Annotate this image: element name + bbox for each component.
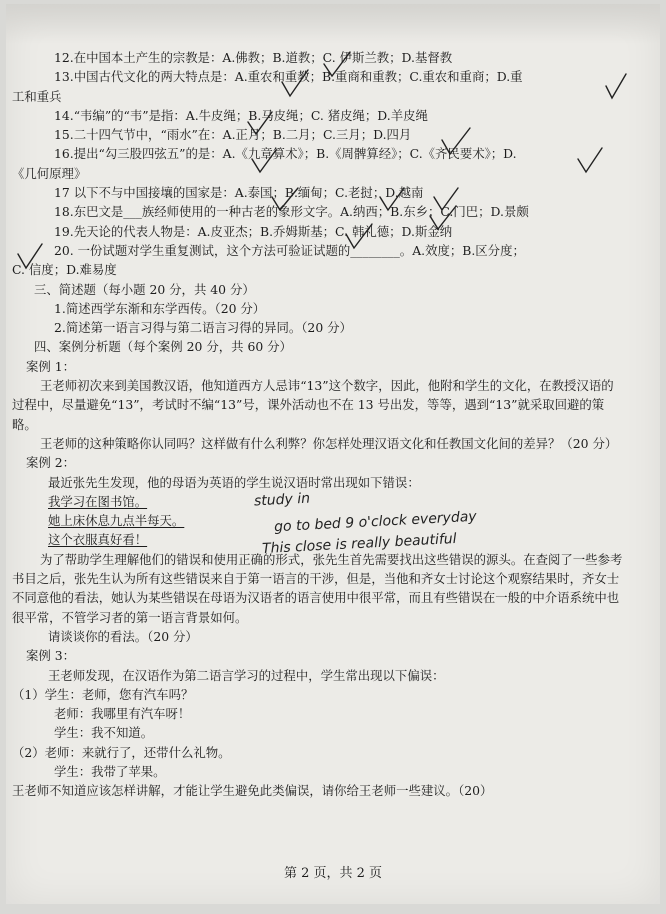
- check-mark-q14: [248, 112, 272, 134]
- check-mark-q13-d: [606, 74, 626, 98]
- check-mark-q12: [324, 52, 350, 76]
- section-4-heading: 四、案例分析题（每个案例 20 分，共 60 分）: [34, 339, 292, 355]
- question-19: 19.先天论的代表人物是：A.皮亚杰；B.乔姆斯基；C. 韩礼德；D.斯金纳: [54, 223, 453, 239]
- check-mark-q16-c: [578, 148, 602, 172]
- case-1-body: 王老师初次来到美国教汉语，他知道西方人忌讳“13”这个数字，因此，他附和学生的文化，在教授汉语的过程中，尽量避免“13”，考试时不编“13”号，课外活动也不在 13 号出发，等等，遇到“13”就采取回避的策略。: [12, 378, 614, 432]
- question-13-continued: 工和重兵: [12, 88, 62, 104]
- page-number: 第 2 页，共 2 页: [283, 866, 383, 881]
- case-3-dialog-1-line-3: 学生：我不知道。: [54, 725, 154, 741]
- handwritten-correction-1: study in: [253, 490, 311, 510]
- case-3-intro: 王老师发现，在汉语作为第二语言学习的过程中，学生常出现以下偏误：: [48, 667, 445, 683]
- question-14: 14.“韦编”的“韦”是指：A.牛皮绳；B.马皮绳；C. 猪皮绳；D.羊皮绳: [54, 107, 428, 123]
- question-15: 15.二十四气节中，“雨水”在：A.正月；B.二月；C.三月；D.四月: [54, 127, 412, 143]
- case-1-title: 案例 1：: [26, 358, 75, 374]
- case-2-title: 案例 2：: [26, 455, 75, 471]
- exam-page: [6, 4, 660, 904]
- question-17: 17 以下不与中国接壤的国家是：A.泰国；B.缅甸；C.老挝；D.越南: [54, 185, 424, 201]
- question-20-continued: C. 信度；D.难易度: [12, 262, 117, 278]
- section-3-item-1: 1.简述西学东渐和东学西传。（20 分）: [54, 300, 266, 316]
- check-mark-q17-d: [434, 188, 458, 210]
- check-mark-q19: [346, 224, 372, 248]
- case-2-error-2: 她上床休息九点半每天。: [48, 513, 185, 529]
- check-mark-q20: [18, 244, 42, 268]
- case-3-question: 王老师不知道应该怎样讲解，才能让学生避免此类偏误，请你给王老师一些建议。（20）: [12, 783, 493, 799]
- question-18: 18.东巴文是___族经师使用的一种古老的象形文字。A.纳西；B.东乡；C.门巴；D.景颇: [54, 204, 529, 220]
- case-2-error-3: 这个衣服真好看！: [48, 532, 148, 548]
- handwritten-correction-2: go to bed 9 o'clock everyday: [273, 508, 478, 536]
- check-mark-q17: [272, 188, 298, 210]
- case-2-intro: 最近张先生发现，他的母语为英语的学生说汉语时常出现如下错误：: [48, 474, 420, 490]
- check-mark-q13: [282, 70, 308, 96]
- check-mark-q16: [252, 150, 276, 172]
- case-2-error-1: 我学习在图书馆。: [48, 493, 148, 509]
- case-3-dialog-1-line-2: 老师：我哪里有汽车呀！: [54, 706, 191, 722]
- case-3-dialog-2-line-2: 学生：我带了苹果。: [54, 763, 166, 779]
- question-12: 12.在中国本土产生的宗教是：A.佛教；B.道教；C. 伊斯兰教；D.基督教: [54, 50, 453, 65]
- case-3-dialog-1-line-1: （1）学生：老师，您有汽车吗？: [12, 686, 194, 702]
- case-1-question: 王老师的这种策略你认同吗？这样做有什么利弊？你怎样处理汉语文化和任教国文化间的差异？（20 分）: [40, 435, 618, 451]
- question-16: 16.提出“勾三股四弦五”的是：A.《九章算术》；B.《周髀算经》；C.《齐民要术》；D.: [54, 146, 517, 162]
- handwritten-correction-3: This close is really beautiful: [261, 530, 457, 558]
- case-2-body: 为了帮助学生理解他们的错误和使用正确的形式，张先生首先需要找出这些错误的源头。在查阅了一些参考书目之后，张先生认为所有这些错误来自于第一语言的干涉，但是，当他和齐女士讨论这个观察结果时，齐女士不同意他的看法，她认为某些错误在母语为汉语者的语言使用中很平常，而且有些错误在一般的中介语系统中也很平常，不管学习者的第一语言背景如何。: [12, 551, 623, 625]
- case-3-dialog-2-line-1: （2）老师：来就行了，还带什么礼物。: [12, 744, 231, 760]
- check-mark-q17-c: [380, 188, 404, 210]
- section-3-item-2: 2.简述第一语言习得与第二语言习得的异同。（20 分）: [54, 320, 352, 336]
- question-20: 20. 一份试题对学生重复测试，这个方法可验证试题的________。A.效度；B.区分度；: [54, 242, 525, 258]
- pencil-check-marks: [6, 4, 660, 904]
- case-2-question: 请谈谈你的看法。（20 分）: [48, 628, 198, 644]
- question-13: 13.中国古代文化的两大特点是：A.重农和重教；B.重商和重教；C.重农和重商；D.重: [54, 69, 523, 85]
- question-16-continued: 《几何原理》: [12, 165, 87, 181]
- section-3-heading: 三、简述题（每小题 20 分，共 40 分）: [34, 281, 255, 297]
- check-mark-q15: [442, 128, 470, 154]
- case-3-title: 案例 3：: [26, 648, 75, 664]
